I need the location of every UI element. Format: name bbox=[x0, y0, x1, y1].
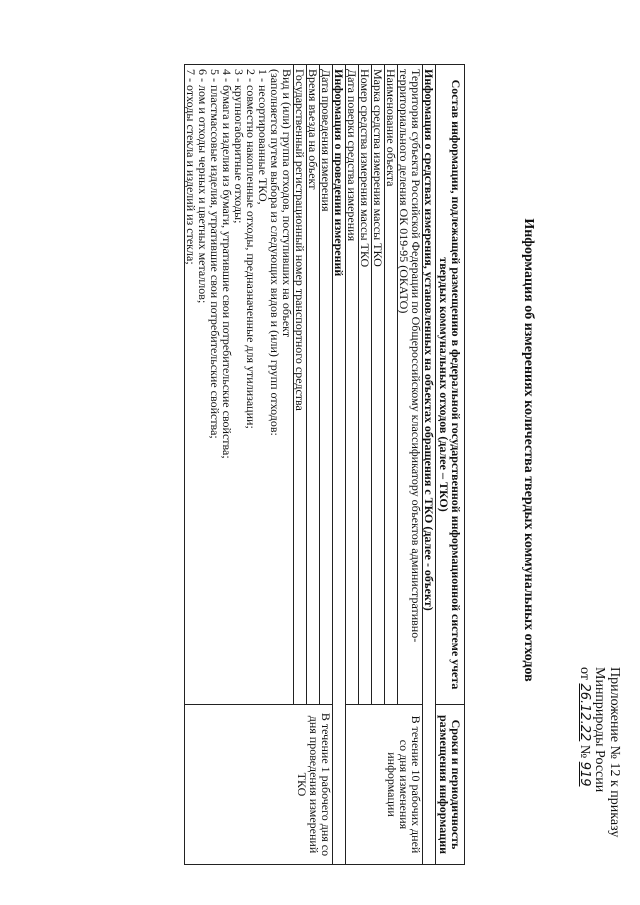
appendix-line-2: Минприроды России bbox=[592, 667, 607, 793]
row-vehicle-number: Государственный регистрационный номер транспортного средства bbox=[294, 65, 307, 705]
waste-category-5: 5 - пластмассовые изделия, утратившие свои потребительские свойства; bbox=[208, 69, 222, 439]
section-measuring-instruments: Информация о средствах измерения, установленных на объектах обращения с ТКО (далее - объект) bbox=[423, 65, 436, 865]
row-territory: Территория субъекта Российской Федерации по Общероссийскому классификатору объектов административно-территориального деления ОК 019-95 (ОКАТО) bbox=[398, 65, 423, 705]
document-title: Информация об измерениях количества твердых коммунальных отходов bbox=[521, 218, 536, 682]
row-instrument-number: Номер средства измерения массы ТКО bbox=[359, 65, 372, 705]
waste-types-note: (заполняется путем выбора из следующих видов и (или) групп отходов: bbox=[268, 69, 282, 436]
header-terms: Сроки и периодичность размещения информации bbox=[436, 705, 465, 865]
waste-category-6: 6 - лом и отходы черных и цветных металлов; bbox=[196, 69, 210, 304]
waste-category-1: 1 - несортированные ТКО, bbox=[256, 69, 270, 205]
waste-category-2: 2 - совместно накопленные отходы, предназначенные для утилизации; bbox=[244, 69, 258, 429]
table-header-row bbox=[436, 65, 465, 865]
appendix-block bbox=[577, 667, 622, 897]
row-instrument-brand: Марка средства измерения массы ТКО bbox=[372, 65, 385, 705]
row-object-name: Наименование объекта bbox=[385, 65, 398, 705]
row-verification-date: Дата поверки средства измерения bbox=[346, 65, 359, 705]
section-row bbox=[423, 65, 436, 865]
information-table bbox=[184, 64, 465, 865]
term-1-day: В течение 1 рабочего дня со дня проведения измерений ТКО bbox=[185, 705, 333, 865]
waste-category-4: 4 - бумага и изделия из бумаги, утратившие свои потребительские свойства; bbox=[220, 69, 234, 459]
order-number: 919 bbox=[577, 761, 592, 787]
row-measurement-date: Дата проведения измерения bbox=[320, 65, 333, 705]
appendix-line-3: от 26.12.22 № 919 bbox=[577, 667, 592, 787]
waste-category-3: 3 - крупногабаритные отходы; bbox=[232, 69, 246, 224]
table-row bbox=[398, 65, 423, 865]
header-composition: Состав информации, подлежащей размещению в федеральной государственной информационной системе учета твердых коммунальных отходов (далее – ТКО) bbox=[436, 65, 465, 705]
order-date: 26.12.22 bbox=[577, 683, 592, 742]
waste-category-7: 7 - отходы стекла и изделий из стекла; bbox=[184, 69, 198, 265]
appendix-line-1: Приложение № 12 к приказу bbox=[607, 667, 622, 838]
row-entry-time: Время въезда на объект bbox=[307, 65, 320, 705]
table-row bbox=[320, 65, 333, 865]
row-waste-types bbox=[185, 65, 294, 705]
section-row bbox=[333, 65, 346, 865]
section-measurements: Информация о проведении измерений bbox=[333, 65, 346, 865]
waste-types-heading: Вид и (или) группа отходов, поступивших на объект bbox=[280, 69, 294, 338]
term-10-days: В течение 10 рабочих дней со дня изменения информации bbox=[346, 705, 423, 865]
